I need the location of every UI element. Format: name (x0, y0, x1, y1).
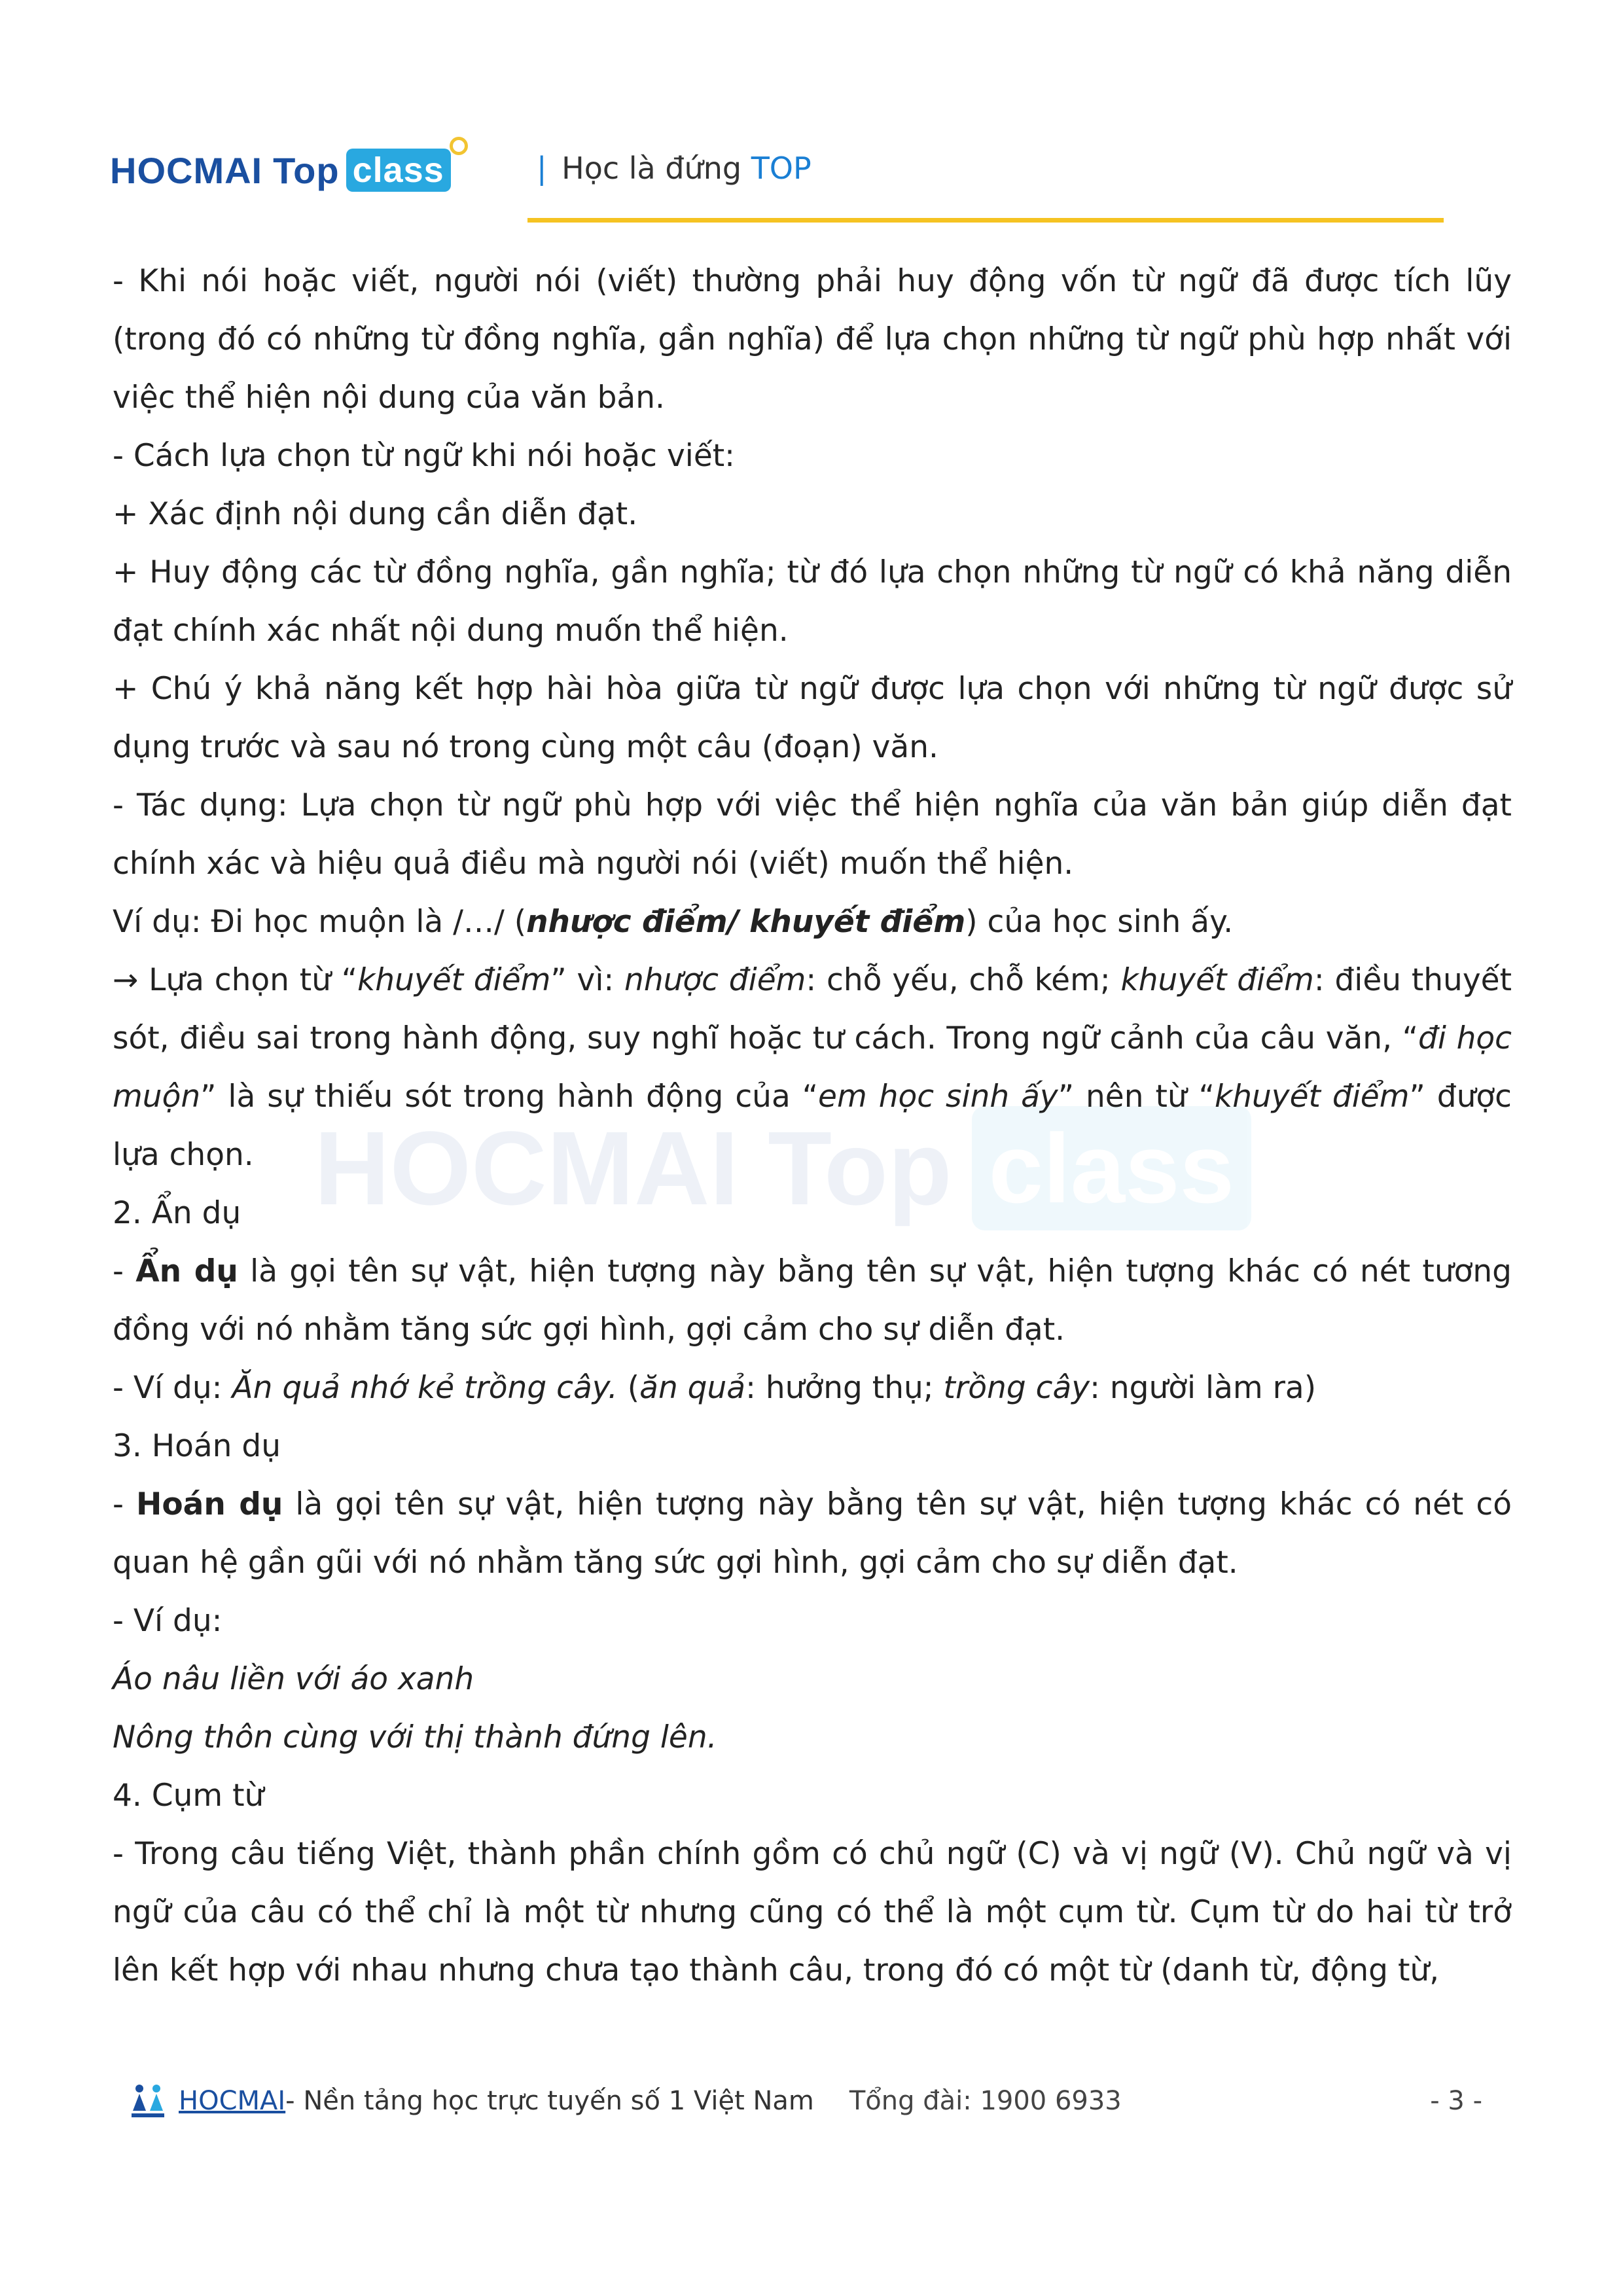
paragraph: - Ví dụ: (113, 1603, 223, 1639)
footer-slogan: - Nền tảng học trực tuyến số 1 Việt Nam (285, 2086, 814, 2116)
text-run-italic: khuyết điểm (1120, 962, 1314, 998)
poem-line: Nông thôn cùng với thị thành đứng lên. (113, 1719, 717, 1755)
hocmai-topclass-logo (110, 141, 451, 200)
sun-icon (450, 137, 468, 155)
text-run: ( (617, 1370, 640, 1406)
text-run: ” nên từ “ (1058, 1079, 1215, 1115)
text-run-bold: Hoán dụ (135, 1486, 283, 1522)
text-run: ” vì: (550, 962, 625, 998)
paragraph: - Khi nói hoặc viết, người nói (viết) thường phải huy động vốn từ ngữ đã được tích lũy (trong đó có những từ đồng nghĩa, gần nghĩa) để lựa chọn những từ ngữ phù hợp nhất với việc thể hiện nội dung của văn bản. (113, 263, 1512, 416)
document-body (113, 252, 1512, 2000)
section-heading: 2. Ẩn dụ (113, 1195, 241, 1231)
text-run-italic: trồng cây (943, 1370, 1090, 1406)
text-run: là gọi tên sự vật, hiện tượng này bằng tên sự vật, hiện tượng khác có nét tương đồng với nó nhằm tăng sức gợi hình, gợi cảm cho sự diễn đạt. (113, 1253, 1512, 1348)
hocmai-people-icon (128, 2081, 168, 2121)
text-run: : điều thuyết sót, điều sai trong hành động, suy nghĩ hoặc tư cách. Trong ngữ cảnh của câu văn, “ (113, 962, 1512, 1056)
tagline-text: Học là đứng (562, 151, 742, 186)
explanation-paragraph (113, 951, 1512, 1184)
text-run: ” là sự thiếu sót trong hành động của “ (200, 1079, 819, 1115)
example-paragraph (113, 893, 1512, 951)
example-paragraph (113, 1359, 1512, 1417)
text-run-italic: Ăn quả nhớ kẻ trồng cây. (232, 1370, 618, 1406)
text-run-italic: đi học muộn (113, 1020, 1512, 1115)
tagline-top: TOP (751, 151, 812, 186)
paragraph: - Trong câu tiếng Việt, thành phần chính gồm có chủ ngữ (C) và vị ngữ (V). Chủ ngữ và vị ngữ của câu có thể chỉ là một từ nhưng cũng có thể là một cụm từ. Cụm từ do hai từ trở lên kết hợp với nhau nhưng chưa tạo thành câu, trong đó có một từ (danh từ, động từ, (113, 1836, 1512, 1988)
paragraph: + Huy động các từ đồng nghĩa, gần nghĩa; từ đó lựa chọn những từ ngữ có khả năng diễn đạt chính xác nhất nội dung muốn thể hiện. (113, 554, 1512, 649)
text-run-bold: Ẩn dụ (135, 1253, 238, 1289)
page-number: - 3 - (1430, 2086, 1482, 2116)
text-run: - (113, 1486, 136, 1522)
text-run: là gọi tên sự vật, hiện tượng này bằng tên sự vật, hiện tượng khác có nét có quan hệ gần gũi với nó nhằm tăng sức gợi hình, gợi cảm cho sự diễn đạt. (113, 1486, 1512, 1581)
text-run-italic: nhược điểm (624, 962, 806, 998)
text-run-italic: khuyết điểm (1214, 1079, 1410, 1115)
text-run: ” được lựa chọn. (113, 1079, 1512, 1173)
text-run: : người làm ra) (1090, 1370, 1317, 1406)
text-run: : hưởng thụ; (745, 1370, 944, 1406)
text-run-bold-italic: nhược điểm/ khuyết điểm (526, 904, 966, 940)
logo-top-text: Top (273, 149, 340, 191)
section-heading: 4. Cụm từ (113, 1778, 264, 1814)
paragraph: + Chú ý khả năng kết hợp hài hòa giữa từ ngữ được lựa chọn với những từ ngữ được sử dụng trước và sau nó trong cùng một câu (đoạn) văn. (113, 671, 1512, 765)
footer-hotline: Tổng đài: 1900 6933 (849, 2086, 1122, 2116)
tagline-separator: | (537, 151, 547, 186)
text-run: - Ví dụ: (113, 1370, 232, 1406)
watermark-text: HOCMAI Top (314, 1109, 952, 1227)
hocmai-link[interactable]: HOCMAI (179, 2086, 286, 2116)
paragraph: + Xác định nội dung cần diễn đạt. (113, 496, 638, 532)
text-run-italic: khuyết điểm (357, 962, 551, 998)
logo-hocmai-text: HOCMAI (110, 149, 263, 191)
text-run-italic: em học sinh ấy (818, 1079, 1058, 1115)
logo-class-text: class (346, 149, 451, 192)
text-run: : chỗ yếu, chỗ kém; (806, 962, 1121, 998)
text-run: Ví dụ: Đi học muộn là /…/ ( (113, 904, 527, 940)
definition-paragraph (113, 1475, 1512, 1592)
tagline (537, 151, 812, 186)
text-run: ) của học sinh ấy. (965, 904, 1234, 940)
text-run: → Lựa chọn từ “ (113, 962, 358, 998)
watermark-class: class (972, 1106, 1251, 1230)
text-run-italic: ăn quả (639, 1370, 746, 1406)
poem-line: Áo nâu liền với áo xanh (113, 1661, 474, 1697)
paragraph: - Tác dụng: Lựa chọn từ ngữ phù hợp với việc thể hiện nghĩa của văn bản giúp diễn đạt chính xác và hiệu quả điều mà người nói (viết) muốn thể hiện. (113, 787, 1512, 882)
text-run: - (113, 1253, 136, 1289)
page-footer (128, 2078, 1495, 2124)
header-divider (527, 218, 1444, 223)
paragraph: - Cách lựa chọn từ ngữ khi nói hoặc viết: (113, 438, 736, 474)
definition-paragraph (113, 1242, 1512, 1359)
section-heading: 3. Hoán dụ (113, 1428, 281, 1464)
